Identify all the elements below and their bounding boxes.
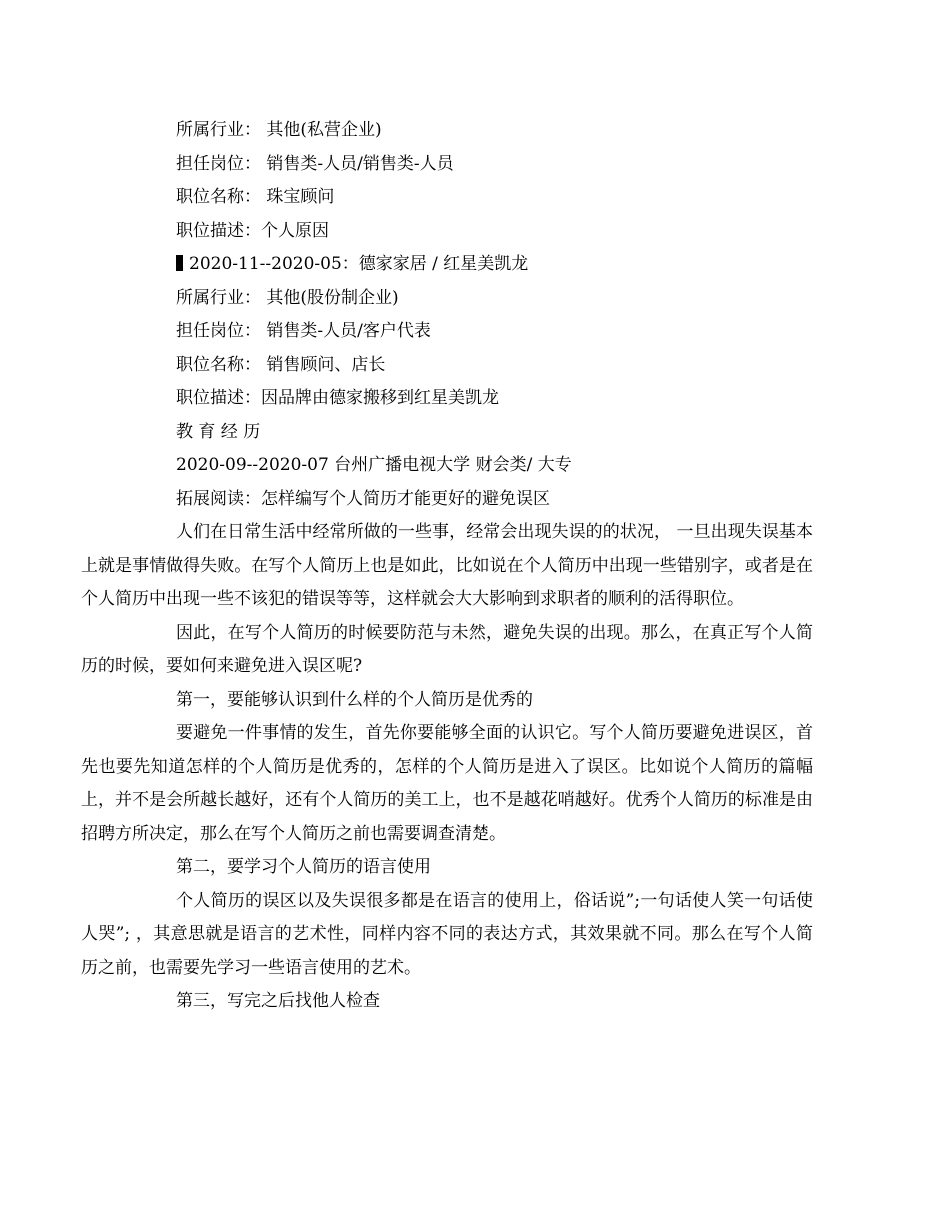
article-heading-2: 第二，要学习个人简历的语言使用 xyxy=(176,857,431,877)
bullet-icon xyxy=(176,255,183,271)
article-paragraph-3: 要避免一件事情的发生，首先你要能够全面的认识它。写个人简历要避免进误区，首先也要先知道怎样的个人简历是优秀的，怎样的个人简历是进入了误区。比如说个人简历的篇幅上，并不是会所越长越好，还有个人简历的美工上，也不是越花哨越好。优秀个人简历的标准是由招聘方所决定，那么在写个人简历之前也需要调查清楚。 xyxy=(81,723,813,844)
job2-title: 职位名称： 销售顾问、店长 xyxy=(176,354,386,375)
job2-position: 担任岗位： 销售类-人员/客户代表 xyxy=(176,321,431,341)
job1-desc: 职位描述：个人原因 xyxy=(176,220,329,241)
job1-title: 职位名称： 珠宝顾问 xyxy=(176,187,335,207)
article-paragraph-1: 人们在日常生活中经常所做的一些事，经常会出现失误的的状况， 一旦出现失误基本上就是事情做得失败。在写个人简历上也是如此，比如说在个人简历中出现一些错别字，或者是在个人简历中出现一些不该犯的错误等等，这样就会大大影响到求职者的顺利的活得职位。 xyxy=(81,522,813,609)
article-heading-1: 第一，要能够认识到什么样的个人简历是优秀的 xyxy=(176,689,533,710)
education-entry: 2020-09--2020-07 台州广播电视大学 财会类/ 大专 xyxy=(176,455,572,475)
job2-header-row xyxy=(176,248,816,282)
job2-industry: 所属行业： 其他(股份制企业) xyxy=(176,287,399,308)
article-title: 拓展阅读：怎样编写个人简历才能更好的避免误区 xyxy=(176,488,550,509)
document-page xyxy=(81,114,816,1019)
article-heading-3: 第三，写完之后找他人检查 xyxy=(176,991,380,1011)
job1-industry: 所属行业： 其他(私营企业) xyxy=(176,120,382,140)
job2-header: 2020-11--2020-05：德家家居 / 红星美凯龙 xyxy=(189,254,529,274)
job1-position: 担任岗位： 销售类-人员/销售类-人员 xyxy=(176,153,454,174)
article-paragraph-4: 个人简历的误区以及失误很多都是在语言的使用上，俗话说”;一句话使人笑一句话使人哭”; ，其意思就是语言的艺术性，同样内容不同的表达方式，其效果就不同。那么在写个人简历之前，也需要先学习一些语言使用的艺术。 xyxy=(81,890,813,978)
job2-desc: 职位描述：因品牌由德家搬移到红星美凯龙 xyxy=(176,388,499,408)
article-paragraph-2: 因此，在写个人简历的时候要防范与未然，避免失误的出现。那么，在真正写个人简历的时候，要如何来避免进入误区呢? xyxy=(81,622,813,676)
education-heading: 教 育 经 历 xyxy=(176,421,261,442)
